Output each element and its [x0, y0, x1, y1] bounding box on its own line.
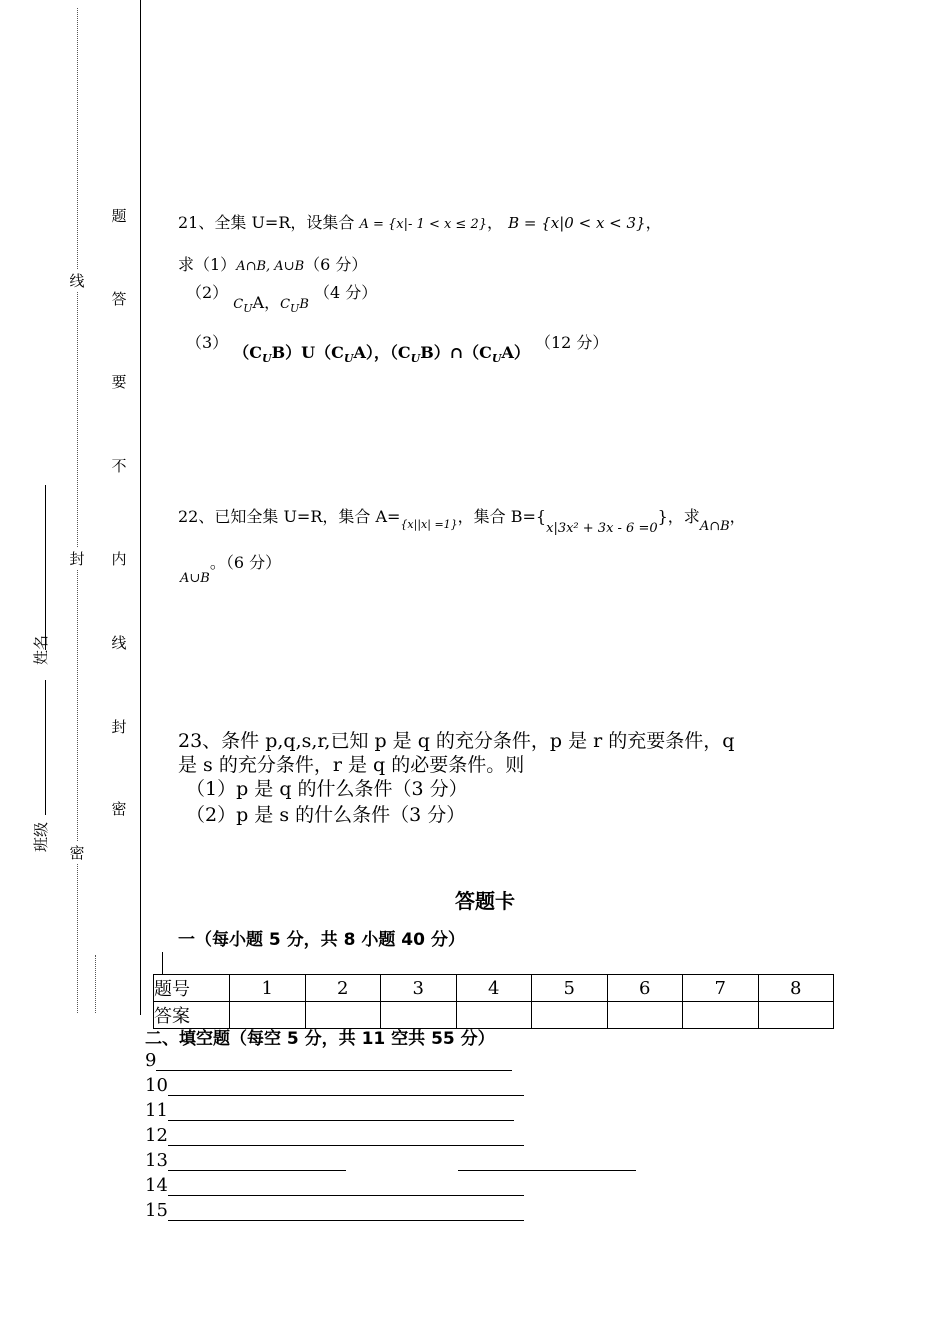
- blank-row-13: 13: [145, 1150, 636, 1171]
- blank-field[interactable]: [168, 1102, 514, 1121]
- q21-part1: 求（1）A∩B, A∪B（6 分）: [178, 255, 368, 274]
- q22-line1: 22、已知全集 U=R，集合 $A=_{\{x||x| =1\}}$，集合 $B=\{_{x|3x^2 + 3x - 6 =0}\}$，求$_{A\cap B}$，: [178, 507, 746, 536]
- answer-card-title: 答题卡: [455, 889, 515, 913]
- blank-field[interactable]: [156, 1052, 512, 1071]
- answer-cell[interactable]: [758, 1002, 834, 1029]
- inner-char: 答: [111, 290, 127, 308]
- question-number-cell: 4: [456, 975, 532, 1002]
- question-number-cell: 2: [305, 975, 381, 1002]
- inner-char: 封: [111, 718, 127, 736]
- outer-secret-char: 密: [69, 844, 85, 862]
- q23-line2: 是 s 的充分条件，r 是 q 的必要条件。则: [178, 754, 525, 776]
- table-row-question-numbers: [154, 975, 834, 1002]
- q21-part2: （2） $C_UA$，$C_UB$ （4 分）: [186, 283, 378, 316]
- blank-row-12: 12: [145, 1125, 524, 1146]
- blank-field[interactable]: [168, 1202, 524, 1221]
- question-number-cell: 7: [683, 975, 759, 1002]
- blank-row-15: 15: [145, 1200, 524, 1221]
- question-number-cell: 5: [532, 975, 608, 1002]
- section1-heading: 一（每小题 5 分，共 8 小题 40 分）: [178, 930, 465, 950]
- blank-field[interactable]: [458, 1152, 636, 1171]
- blank-field[interactable]: [168, 1177, 524, 1196]
- class-label: 班级: [32, 821, 50, 852]
- blank-row-9: 9: [145, 1050, 512, 1071]
- row-label-question-no: 题号: [154, 975, 230, 1002]
- row-label-answer: 答案: [154, 1002, 230, 1029]
- q23-line4: （2）p 是 s 的什么条件（3 分）: [186, 804, 466, 826]
- outer-seal-char: 封: [69, 550, 85, 568]
- blank-row-11: 11: [145, 1100, 514, 1121]
- question-number-cell: 6: [607, 975, 683, 1002]
- answer-cell[interactable]: [683, 1002, 759, 1029]
- inner-char: 内: [111, 550, 127, 568]
- question-number-cell: 1: [230, 975, 306, 1002]
- q23-line1: 23、条件 p,q,s,r,已知 p 是 q 的充分条件，p 是 r 的充要条件，q: [178, 730, 735, 752]
- outer-line-char: 线: [69, 272, 85, 290]
- inner-char: 不: [111, 457, 127, 475]
- table-left-tick: [162, 952, 163, 974]
- name-label: 姓名: [32, 634, 50, 665]
- inner-char: 题: [111, 207, 127, 225]
- q23-line3: （1）p 是 q 的什么条件（3 分）: [186, 778, 468, 800]
- margin-border-line: [140, 0, 141, 1015]
- question-number-cell: 8: [758, 975, 834, 1002]
- q21-line1: 21、全集 U=R，设集合 A = {x|- 1 < x ≤ 2}， B = {x|0 < x < 3}，: [178, 213, 662, 232]
- outer-seal-line-lower: [95, 955, 96, 1013]
- inner-char: 要: [111, 373, 127, 391]
- multiple-choice-answer-table: [153, 974, 834, 1029]
- blank-field[interactable]: [168, 1077, 524, 1096]
- blank-field[interactable]: [168, 1127, 524, 1146]
- question-number-cell: 3: [381, 975, 457, 1002]
- blank-field[interactable]: [168, 1152, 346, 1171]
- inner-char: 密: [111, 800, 127, 818]
- blank-row-14: 14: [145, 1175, 524, 1196]
- section2-heading: 二、填空题（每空 5 分，共 11 空共 55 分）: [145, 1029, 495, 1049]
- q22-line2: $_{A\cup B}$。（6 分）: [180, 553, 282, 586]
- inner-char: 线: [111, 634, 127, 652]
- class-field-line[interactable]: [45, 680, 46, 815]
- answer-cell[interactable]: [607, 1002, 683, 1029]
- answer-cell[interactable]: [532, 1002, 608, 1029]
- name-field-line[interactable]: [45, 485, 46, 650]
- q21-part3: （3） $(C_UB)U(C_UA)$，$(C_UB)\cap(C_UA)$ （12 分）: [186, 333, 609, 366]
- blank-row-10: 10: [145, 1075, 524, 1096]
